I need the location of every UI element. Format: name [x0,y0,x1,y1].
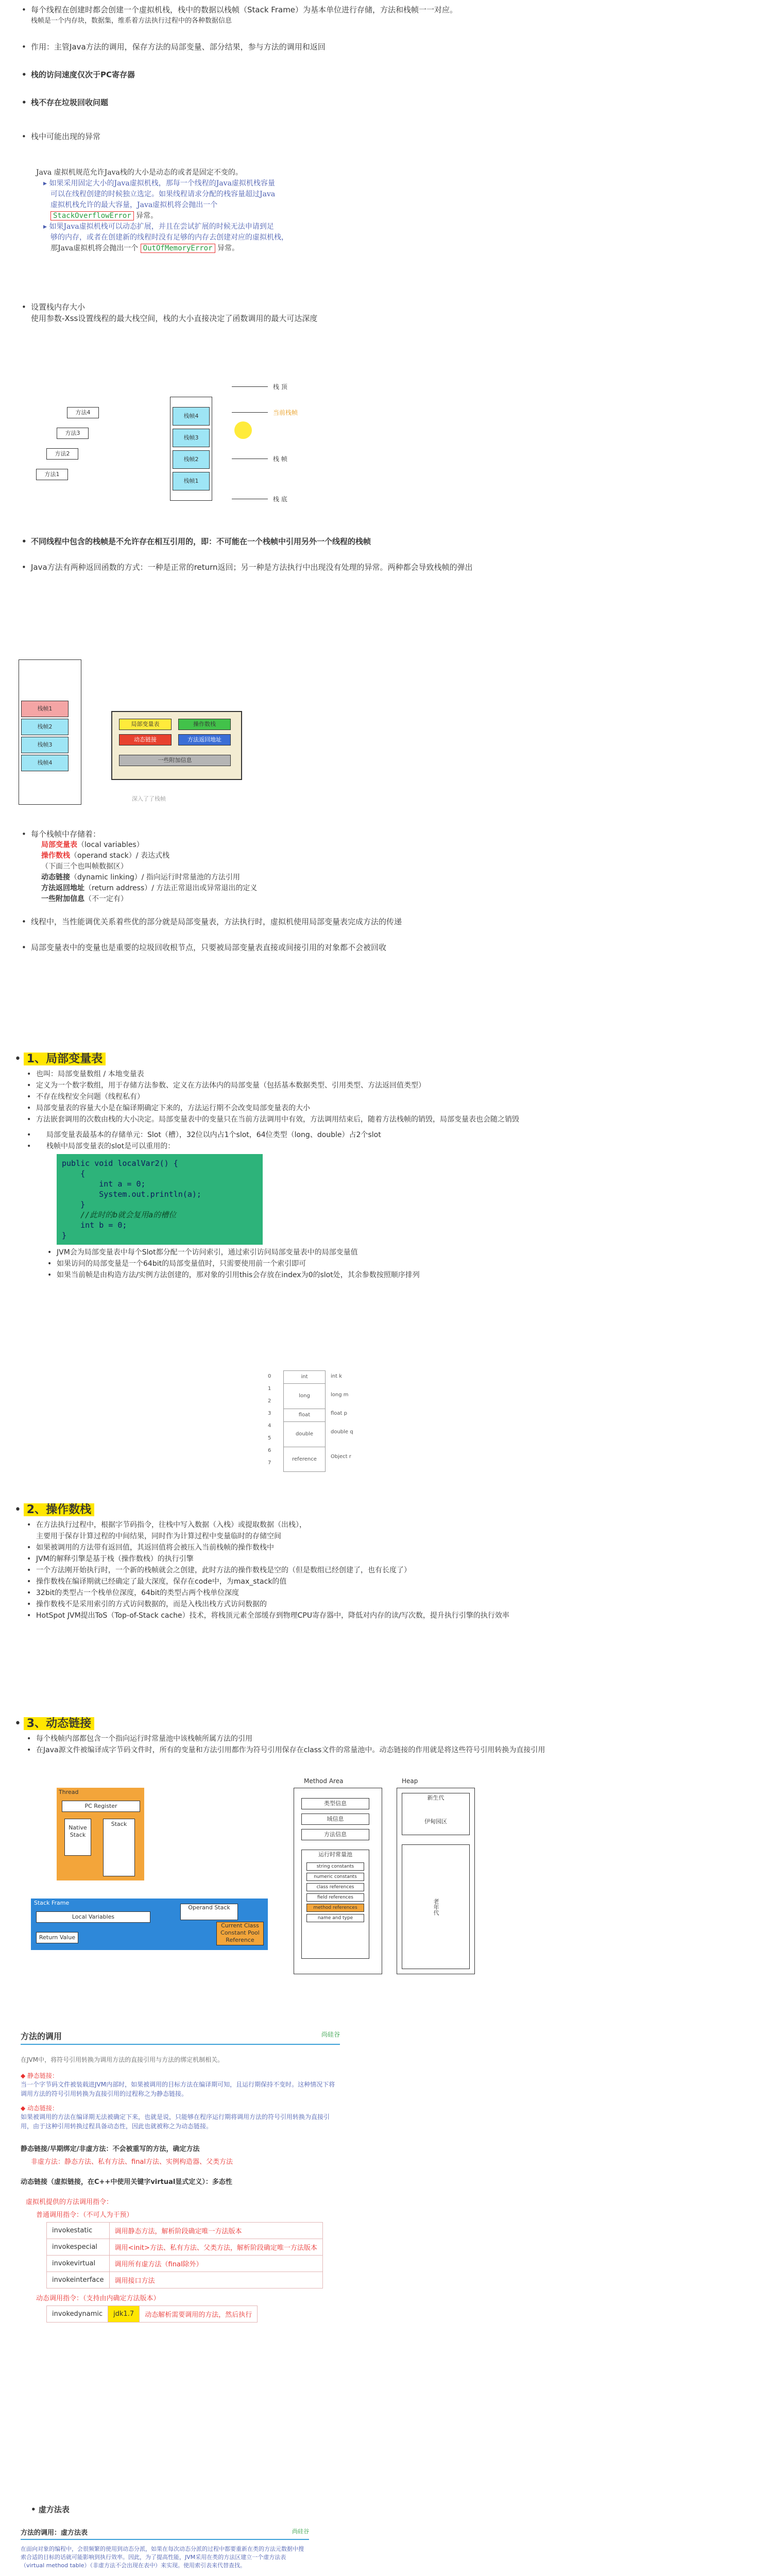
exception-desc: Java 虚拟机规范允许Java栈的大小是动态的或者是固定不变的。 ▸ 如果采用固定大小的Java虚拟机栈，那每一个线程的Java虚拟机栈容量 可以在线程创建的时候独立选定。如果线程请求分配的栈容量超过Java 虚拟机栈允许的最大容量，Java虚拟机将会抛出一个 StackOverflowError 异常。 ▸ 如果Java虚拟机栈可以动态扩展，并且在尝试扩展的时候无法申请到足 够的内存，或者在创建新的线程时没有足够的内存去创建对应的虚拟机栈， 那Java虚拟机将会抛出一个 OutOfMemoryError 异常。 [36,168,288,252]
vtable-card: 方法的调用：虚方法表 尚硅谷 在面向对象的编程中，会很频繁的使用到动态分派，如果在每次动态分派的过程中都要重新在类的方法元数据中搜索合适的目标的话就可能影响到执行效率。因此，为了提高性能，JVM采用在类的方法区建立一个虚方法表（virtual method table）（非虚方法不会出现在表中）来实现。使用索引表来代替查找。 [21,2528,309,2569]
frame-part: 动态链接 [119,734,172,745]
section-2-title: 2、操作数栈 [24,1503,94,1516]
highlight-circle [234,421,252,439]
frame-box: 栈帧4 [21,755,69,771]
intro-block [31,4,457,142]
slot-table: 0 1 2 3 4 5 6 7 int long float double reference int k long m float p double q Object r [268,1370,372,1472]
frame-box: 栈帧1 [21,701,69,717]
frame-part: 操作数栈 [178,719,231,730]
section-1: • 1、局部变量表 也叫：局部变量数组 / 本地变量表 定义为一个数字数组，用于存储方法参数、定义在方法体内的局部变量（包括基本数据类型、引用类型、方法返回值类型） 不存在线程安全问题（线程私有） 局部变量表的容量大小是在编译期确定下来的，方法运行期不会改变局部变量表的大小 方法嵌套调用的次数由栈的大小决定。局部变量表中的变量只在当前方法调用中有效，方法调用结束后，随着方法栈帧的销毁，局部变量表也会随之销毁 局部变量表最基本的存储单元：Slot（槽），32位以内占1个slot，64位类型（long、double）占2个slot 栈帧中局部变量表的slot是可以重用的： public void localVar2() { { int a = 0; System.out.println(a); } //此时的b就会复用a的槽位 int b = 0; } JVM会为局部变量表中每个Slot都分配一个访问索引，通过索引访问局部变量表中的局部变量值 如果访问的局部变量是一个64bit的局部变量值时，只需要使用前一个索引即可 如果当前帧是由构造方法/实例方法创建的，那对象的引用this会存放在index为0的slot处，其余参数按照顺序排列 [14,1053,519,1279]
section-3-title: 3、动态链接 [24,1717,94,1730]
frame-box: 栈帧2 [21,719,69,735]
stack-frame: 栈帧1 [173,472,210,490]
method-box: 方法1 [36,469,68,480]
method-box: 方法4 [67,407,99,418]
stack-size-block: 设置栈内存大小 使用参数-Xss设置线程的最大栈空间，栈的大小直接决定了函数调用的最大可达深度 [31,302,318,323]
method-call: 方法的调用 尚硅谷 在JVM中，将符号引用转换为调用方法的直接引用与方法的绑定机制相关。 ◆ 静态链接： 当一个字节码文件被装载进JVM内部时，如果被调用的目标方法在编译期可知，且运行期保持不变时。这种情况下将调用方法的符号引用转换为直接引用的过程称之为静态链接。 ◆ 动态链接： 如果被调用的方法在编译期无法被确定下来，也就是说，只能够在程序运行期将调用方法的符号引用转换为直接引用，由于这种引用转换过程具备动态性，因此也就被称之为动态链接。 静态链接/早期绑定/非虚方法：不会被重写的方法，确定方法 非虚方法：静态方法、私有方法、final方法、实例构造器、父类方法 动态链接（虚拟链接，在C++中使用关键字virtual显式定义）：多态性 虚拟机提供的方法调用指令： 普通调用指令：（不可人为干预） invokestatic 调用静态方法，解析阶段确定唯一方法版本 invokespecial 调用<init>方法、私有方法、父类方法，解析阶段确定唯一方法版本 invokevirtual 调用所有虚方法（final除外） invokeinterface 调用接口方法 动态调用指令：（支持由内确定方法版本） invokedynamic jdk1.7 动态解析需要调用的方法，然后执行 [21,2030,340,2323]
oom-tag: OutOfMemoryError [141,244,215,253]
intro-line-3: 栈不存在垃圾回收问题 [31,98,109,107]
intro-line-1: 作用：主管Java方法的调用，保存方法的局部变量、部分结果，参与方法的调用和返回 [31,42,326,52]
frame-part: 一些附加信息 [119,755,231,766]
rules: 不同线程中包含的栈帧是不允许存在相互引用的，即：不可能在一个栈帧中引用另外一个线程的栈帧 Java方法有两种返回函数的方式：一种是正常的return返回；另一种是方法执行中出现没有处理的异常。两种都会导致栈帧的弹出 [31,537,473,572]
invokedynamic-table: invokedynamic jdk1.7 动态解析需要调用的方法，然后执行 [46,2306,258,2323]
frame-part: 局部变量表 [119,719,172,730]
jvm-diagram: Thread PC Register Native Stack Stack Stack Frame Local Variables Operand Stack Return Value Current Class Constant Pool Reference Method Area 类型信息 域信息 方法信息 运行时常量池 string constants numeric constants class references field references method references name and type Heap 新生代 伊甸园区 老年代 [26,1777,489,1984]
vtable-title: • 虚方法表 [31,2505,70,2514]
invoke-table: invokestatic 调用静态方法，解析阶段确定唯一方法版本 invokespecial 调用<init>方法、私有方法、父类方法，解析阶段确定唯一方法版本 invokevirtual 调用所有虚方法（final除外） invokeinterface 调用接口方法 [46,2222,323,2289]
frame-box: 栈帧3 [21,737,69,753]
stack-frame: 栈帧4 [173,407,210,426]
frame-part: 方法返回地址 [178,734,231,745]
intro-line-2: 栈的访问速度仅次于PC寄存器 [31,70,135,79]
section-2: • 2、操作数栈 在方法执行过程中，根据字节码指令，往栈中写入数据（入栈）或提取数据（出栈）， 主要用于保存计算过程的中间结果，同时作为计算过程中变量临时的存储空间 如果被调用的方法带有返回值，其返回值将会被压入当前栈帧的操作数栈中 JVM的解释引擎是基于栈（操作数栈）的执行引擎 一个方法刚开始执行时，一个新的栈帧就会之创建，此时方法的操作数栈是空的（但是数组已经创建了，也有长度了） 操作数栈在编译期就已经确定了最大深度，保存在code中，为max_stack的值 32bit的类型占一个栈单位深度，64bit的类型占两个栈单位深度 操作数栈不是采用索引的方式访问数据的，而是入栈出栈方式访问数据的 HotSpot JVM提出ToS（Top-of-Stack cache）技术，将栈顶元素全部缓存到物理CPU寄存器中，降低对内存的读/写次数，提升执行引擎的执行效率 [14,1503,509,1620]
stack-frame: 栈帧2 [173,450,210,469]
intro-line-4: 栈中可能出现的异常 [31,132,101,141]
section-3: • 3、动态链接 每个栈帧内部都包含一个指向运行时常量池中该栈帧所属方法的引用 在Java源文件被编译成字节码文件时，所有的变量和方法引用都作为符号引用保存在class文件的常量池中。动态链接的作用就是将这些符号引用转换为直接引用 [14,1717,545,1754]
intro-sub-0: 栈帧是一个内存块，数据集，维系着方法执行过程中的各种数据信息 [31,17,232,25]
frame-diagram: 栈帧1 栈帧2 栈帧3 栈帧4 局部变量表 操作数栈 动态链接 方法返回地址 一些附加信息 深入了了栈帧 [19,659,255,814]
method-box: 方法3 [57,428,89,439]
stackoverflow-tag: StackOverflowError [50,211,134,221]
stack-frame: 栈帧3 [173,429,210,447]
frame-store: 每个栈帧中存储着： 局部变量表（local variables） 操作数栈（operand stack）/ 表达式栈 （下面三个也叫帧数据区） 动态链接（dynamic linking）/ 指向运行时常量池的方法引用 方法返回地址（return address）/ 方法正常退出或异常退出的定义 一些附加信息（不一定有） 线程中，当性能调优关系着些优的部分就是局部变量表，方法执行时，虚拟机使用局部变量表完成方法的传递 局部变量表中的变量也是重要的垃圾回收根节点，只要被局部变量表直接或间接引用的对象都不会被回收 [31,829,402,952]
stack-diagram: 方法4 方法3 方法2 方法1 栈帧4 栈帧3 栈帧2 栈帧1 栈 顶 当前栈帧 栈 帧 栈 底 [31,355,319,510]
method-box: 方法2 [46,448,78,460]
section-1-title: 1、局部变量表 [24,1053,106,1065]
slot-reuse-code: public void localVar2() { { int a = 0; System.out.println(a); } //此时的b就会复用a的槽位 int b = 0; } [57,1154,263,1245]
intro-line-0: 每个线程在创建时都会创建一个虚拟机栈，栈中的数据以栈帧（Stack Frame）为基本单位进行存储，方法和栈帧一一对应。 [31,5,458,14]
